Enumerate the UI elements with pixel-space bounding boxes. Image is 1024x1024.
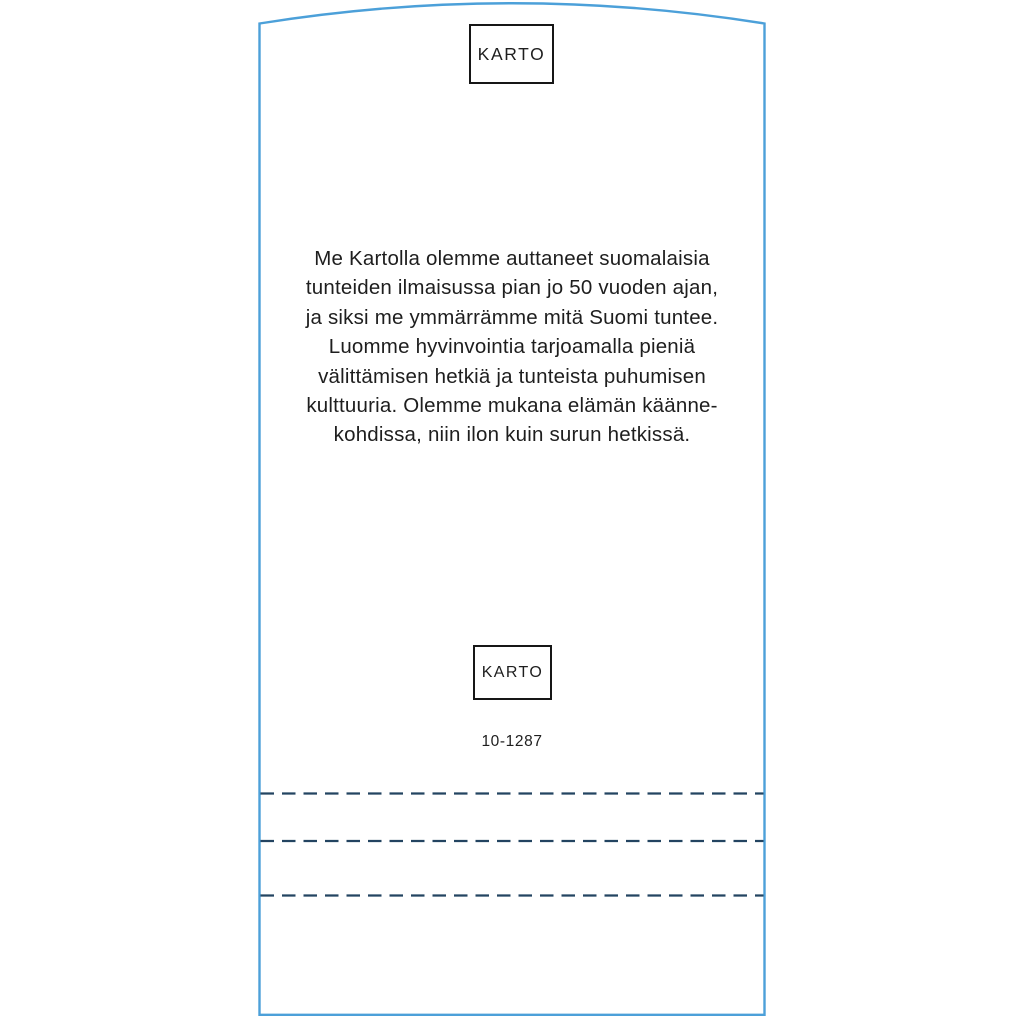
brand-story-line: kulttuuria. Olemme mukana elämän käänne- <box>306 394 718 418</box>
brand-story-line: välittämisen hetkiä ja tunteista puhumisen <box>318 364 706 388</box>
karto-logo-box-top <box>469 24 554 84</box>
brand-story-line: ja siksi me ymmärrämme mitä Suomi tuntee. <box>305 305 719 329</box>
brand-story-line: Me Kartolla olemme auttaneet suomalaisia <box>314 247 710 270</box>
card-outline <box>260 3 765 1015</box>
product-code: 10-1287 <box>481 733 543 750</box>
brand-story-line: Luomme hyvinvointia tarjoamalla pieniä <box>328 335 696 359</box>
brand-story-line: tunteiden ilmaisussa pian jo 50 vuoden ajan, <box>305 276 719 300</box>
brand-story-line: kohdissa, niin ilon kuin surun hetkissä. <box>333 423 691 447</box>
karto-logo-text-bottom: KARTO <box>481 663 544 681</box>
brand-story-text <box>0 244 1024 450</box>
karto-logo-text-top: KARTO <box>477 43 546 64</box>
karto-logo-box-bottom <box>473 645 552 700</box>
